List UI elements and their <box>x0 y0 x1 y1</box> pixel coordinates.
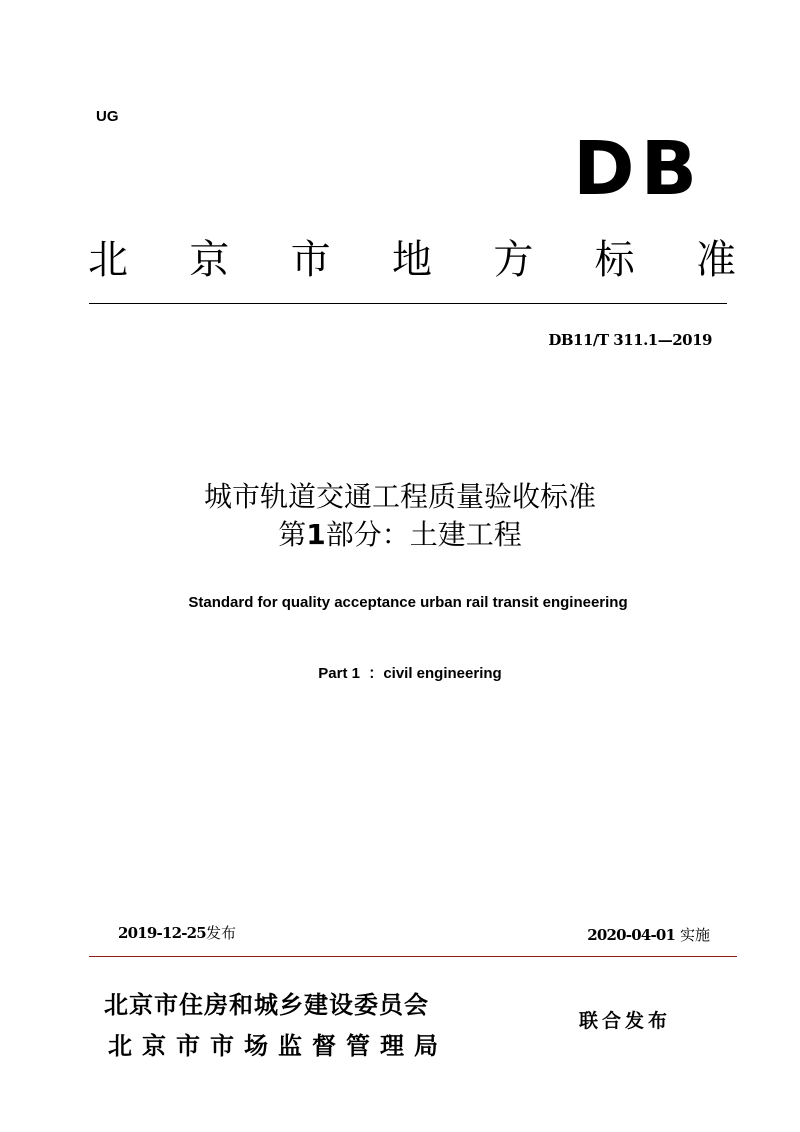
document-title-en: Standard for quality acceptance urban rail transit engineering <box>188 594 628 611</box>
standard-name-char: 京 <box>189 237 230 283</box>
issue-date: 2019-12-25 <box>118 924 206 942</box>
standard-number: DB11/T 311.1—2019 <box>548 331 712 349</box>
issue-label: 发布 <box>205 924 236 942</box>
document-part-en: Part 1 ：civil engineering <box>318 665 502 682</box>
implement-label: 实施 <box>679 926 710 944</box>
standard-name-char: 地 <box>391 237 432 283</box>
title-part-prefix: 第 <box>278 518 307 551</box>
document-title-zh <box>0 478 800 554</box>
ics-code: UG <box>96 108 119 125</box>
title-part-suffix: 部分：土建工程 <box>325 518 522 551</box>
issuer-1: 北京市住房和城乡建设委员会 <box>104 991 429 1019</box>
header-divider <box>89 303 727 304</box>
standard-category-title <box>88 237 736 283</box>
implement-date: 2020-04-01 <box>587 926 676 944</box>
standard-name-char: 标 <box>594 237 635 283</box>
standard-name-char: 准 <box>695 237 736 283</box>
standard-name-char: 市 <box>290 237 331 283</box>
db-mark: DB <box>573 126 703 212</box>
title-part-number: 1 <box>306 518 326 551</box>
title-line-2 <box>0 516 800 554</box>
footer-divider <box>89 956 737 957</box>
title-line-1: 城市轨道交通工程质量验收标准 <box>203 480 596 513</box>
issuer-2: 北京市市场监督管理局 <box>108 1032 448 1060</box>
implement-date-block <box>587 924 710 945</box>
issue-date-block <box>118 922 236 943</box>
standard-name-char: 北 <box>88 237 128 283</box>
joint-release-label: 联合发布 <box>579 1010 672 1032</box>
standard-name-char: 方 <box>493 237 534 283</box>
